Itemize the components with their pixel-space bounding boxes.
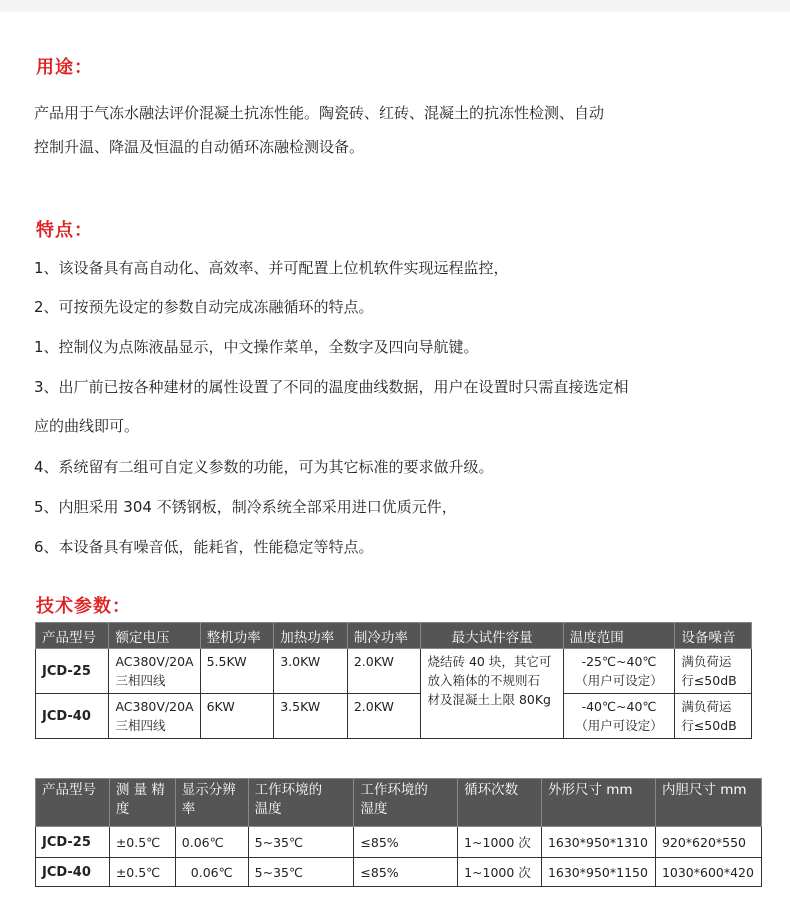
header-model-text: 产品型号	[42, 782, 96, 798]
header-env-humidity	[354, 779, 458, 827]
noise-line-1: 满负荷运	[681, 699, 732, 714]
cell-capacity	[421, 649, 563, 739]
header-outer-size-text: 外形尺寸 mm	[547, 782, 633, 798]
header-precision-line-1: 测 量 精	[115, 782, 165, 798]
usage-line-2: 控制升温、降温及恒温的自动循环冻融检测设备。	[34, 138, 365, 156]
header-precision	[109, 779, 175, 827]
feature-line-3: 1、控制仪为点陈液晶显示，中文操作菜单，全数字及四向导航键。	[34, 338, 479, 356]
usage-heading: 用途：	[36, 57, 93, 78]
noise-line-1: 满负荷运	[681, 654, 732, 669]
spec-table-2	[35, 778, 762, 887]
header-env-temp	[248, 779, 354, 827]
cell-model: JCD-25	[36, 649, 109, 694]
cell-model: JCD-40	[36, 858, 110, 887]
usage-line-1: 产品用于气冻水融法评价混凝土抗冻性能。陶瓷砖、红砖、混凝土的抗冻性检测、自动	[34, 104, 605, 122]
spec-table-2-header	[36, 779, 762, 827]
header-precision-line-2: 度	[115, 801, 130, 817]
table-row	[36, 649, 752, 694]
cell-cooling-power: 2.0KW	[347, 649, 421, 694]
cell-noise	[675, 649, 752, 694]
header-inner-size	[655, 779, 761, 827]
cell-inner-size: 1030*600*420	[655, 858, 761, 887]
temp-line-2: （用户可设定）	[575, 718, 663, 733]
header-model	[36, 779, 110, 827]
header-env-humidity-line-2: 湿度	[360, 801, 388, 817]
header-total-power: 整机功率	[200, 623, 274, 649]
cell-cycles: 1~1000 次	[458, 858, 542, 887]
feature-line-8: 6、本设备具有噪音低，能耗省，性能稳定等特点。	[34, 538, 374, 556]
top-strip	[0, 0, 790, 12]
cell-cycles: 1~1000 次	[458, 827, 542, 858]
cell-voltage	[109, 649, 200, 694]
header-noise: 设备噪音	[675, 623, 752, 649]
cell-env-humidity: ≤85%	[354, 858, 458, 887]
header-heating-power: 加热功率	[274, 623, 348, 649]
cell-temp-range	[563, 649, 675, 694]
cell-temp-range	[563, 694, 675, 739]
header-env-temp-line-1: 工作环境的	[254, 782, 323, 798]
noise-line-2: 行≤50dB	[681, 718, 737, 733]
cell-outer-size: 1630*950*1310	[541, 827, 655, 858]
header-model: 产品型号	[36, 623, 109, 649]
features-heading: 特点：	[36, 220, 93, 241]
cell-resolution: 0.06℃	[175, 858, 248, 887]
header-env-temp-line-2: 温度	[254, 801, 282, 817]
feature-line-5: 应的曲线即可。	[34, 417, 140, 435]
header-env-humidity-line-1: 工作环境的	[360, 782, 428, 798]
feature-line-6: 4、系统留有二组可自定义参数的功能，可为其它标准的要求做升级。	[34, 458, 494, 476]
temp-line-1: -25℃~40℃	[581, 654, 657, 669]
voltage-line-2: 三相四线	[115, 718, 166, 733]
cell-heating-power: 3.0KW	[274, 649, 348, 694]
cell-cooling-power: 2.0KW	[347, 694, 421, 739]
spec-table-1-header	[36, 623, 752, 649]
voltage-line-1: AC380V/20A	[115, 654, 194, 669]
table-row	[36, 858, 762, 887]
table-row	[36, 694, 752, 739]
voltage-line-2: 三相四线	[115, 673, 166, 688]
cell-precision: ±0.5℃	[109, 827, 175, 858]
noise-line-2: 行≤50dB	[681, 673, 737, 688]
cell-model: JCD-40	[36, 694, 109, 739]
header-capacity: 最大试件容量	[421, 623, 563, 649]
table-row	[36, 827, 762, 858]
temp-line-1: -40℃~40℃	[581, 699, 657, 714]
cell-resolution: 0.06℃	[175, 827, 248, 858]
header-outer-size	[541, 779, 655, 827]
capacity-line-2: 放入箱体的不规则石	[427, 673, 540, 688]
cell-total-power: 5.5KW	[200, 649, 274, 694]
feature-line-4: 3、出厂前已按各种建材的属性设置了不同的温度曲线数据，用户在设置时只需直接选定相	[34, 378, 629, 396]
tech-heading: 技术参数：	[36, 596, 131, 617]
header-resolution-line-1: 显示分辨	[181, 782, 236, 798]
spec-table-1	[35, 622, 752, 739]
header-cycles-text: 循环次数	[464, 782, 519, 798]
cell-inner-size: 920*620*550	[655, 827, 761, 858]
cell-env-temp: 5~35℃	[248, 858, 354, 887]
header-temp-range: 温度范围	[563, 623, 675, 649]
voltage-line-1: AC380V/20A	[115, 699, 194, 714]
header-resolution	[175, 779, 248, 827]
capacity-line-3: 材及混凝土上限 80Kg	[427, 692, 551, 707]
temp-line-2: （用户可设定）	[575, 673, 663, 688]
cell-heating-power: 3.5KW	[274, 694, 348, 739]
header-resolution-line-2: 率	[181, 801, 196, 817]
header-cooling-power: 制冷功率	[347, 623, 421, 649]
cell-total-power: 6KW	[200, 694, 274, 739]
feature-line-1: 1、该设备具有高自动化、高效率、并可配置上位机软件实现远程监控，	[34, 259, 509, 277]
header-voltage: 额定电压	[109, 623, 200, 649]
cell-model: JCD-25	[36, 827, 110, 858]
feature-line-7: 5、内胆采用 304 不锈钢板，制冷系统全部采用进口优质元件，	[34, 498, 457, 516]
header-inner-size-text: 内胆尺寸 mm	[661, 782, 747, 798]
cell-noise	[675, 694, 752, 739]
feature-line-2: 2、可按预先设定的参数自动完成冻融循环的特点。	[34, 298, 374, 316]
capacity-line-1: 烧结砖 40 块，其它可	[427, 654, 552, 669]
cell-voltage	[109, 694, 200, 739]
cell-precision: ±0.5℃	[109, 858, 175, 887]
cell-env-temp: 5~35℃	[248, 827, 354, 858]
header-cycles	[458, 779, 542, 827]
cell-outer-size: 1630*950*1150	[541, 858, 655, 887]
cell-env-humidity: ≤85%	[354, 827, 458, 858]
